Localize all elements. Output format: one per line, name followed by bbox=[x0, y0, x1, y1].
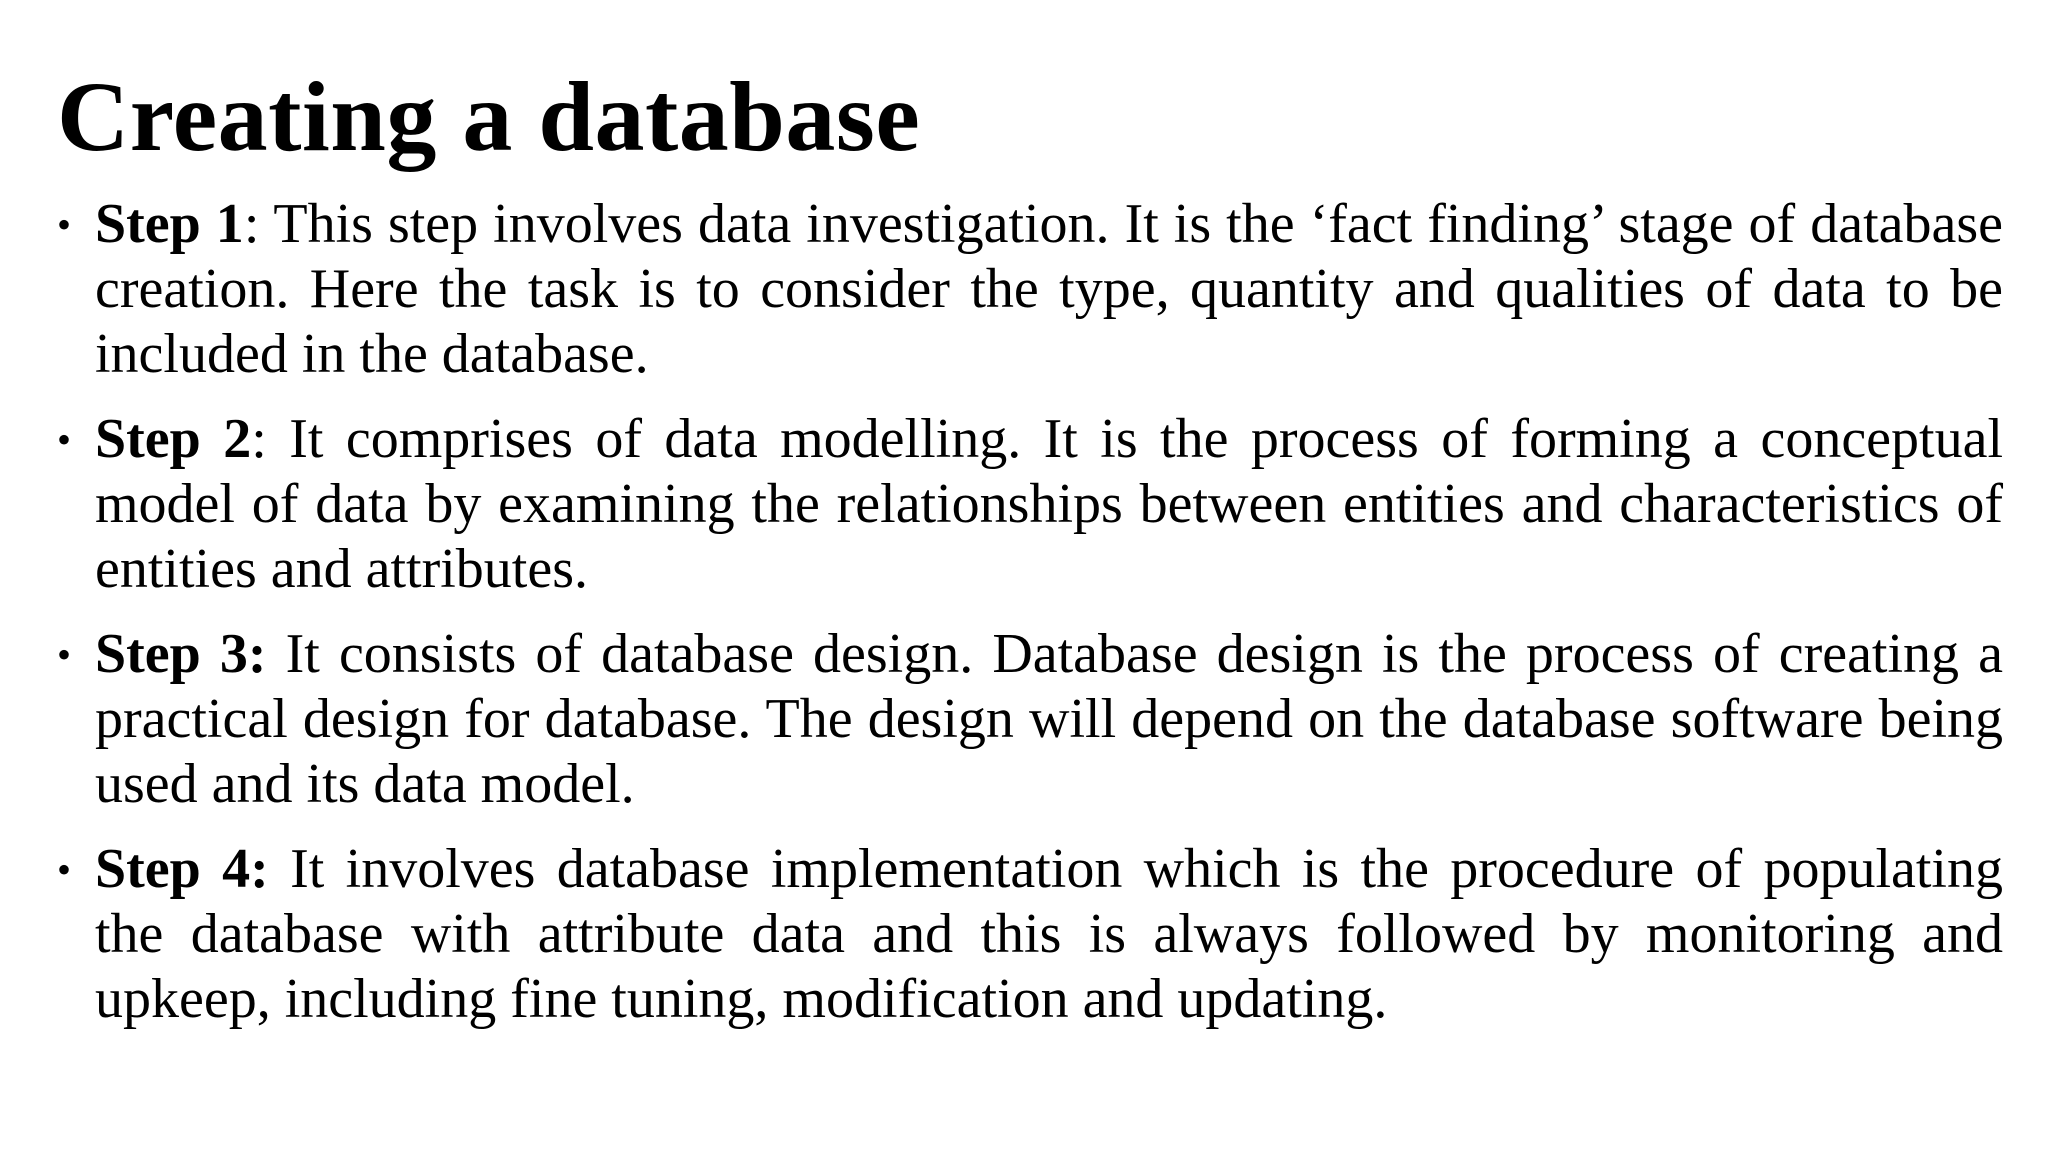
bullet-step-2 bbox=[57, 407, 2003, 602]
bullet-text bbox=[95, 192, 2003, 387]
bullet-list bbox=[57, 192, 2003, 1052]
bullet-step-1 bbox=[57, 192, 2003, 387]
bullet-text bbox=[95, 837, 2003, 1032]
step-description: It consists of database design. Database design is the process of creating a practical design for database. The design will depend on the database software being used and its data model. bbox=[95, 623, 2003, 815]
step-label: Step 3: bbox=[95, 623, 267, 685]
bullet-icon: • bbox=[57, 417, 72, 462]
step-label: Step 2 bbox=[95, 408, 252, 470]
step-description: This step involves data investigation. It is the ‘fact finding’ stage of database creation. Here the task is to consider the type, quantity and qualities of data to be included in the database. bbox=[95, 193, 2003, 385]
step-separator: : bbox=[243, 193, 260, 255]
step-label: Step 1 bbox=[95, 193, 244, 255]
step-description: It comprises of data modelling. It is the process of forming a conceptual model of data by examining the relationships between entities and characteristics of entities and attributes. bbox=[95, 408, 2004, 600]
bullet-text bbox=[95, 407, 2003, 602]
bullet-icon: • bbox=[57, 202, 72, 247]
bullet-step-4 bbox=[57, 837, 2003, 1032]
slide-title: Creating a database bbox=[57, 61, 921, 172]
bullet-step-3 bbox=[57, 622, 2003, 817]
bullet-icon: • bbox=[57, 632, 72, 677]
bullet-text bbox=[95, 622, 2003, 817]
step-description: It involves database implementation which is the procedure of populating the database with attribute data and this is always followed by monitoring and upkeep, including fine tuning, modification and updating. bbox=[95, 838, 2003, 1030]
step-separator: : bbox=[251, 408, 267, 470]
bullet-icon: • bbox=[57, 847, 72, 892]
step-label: Step 4: bbox=[95, 838, 269, 900]
